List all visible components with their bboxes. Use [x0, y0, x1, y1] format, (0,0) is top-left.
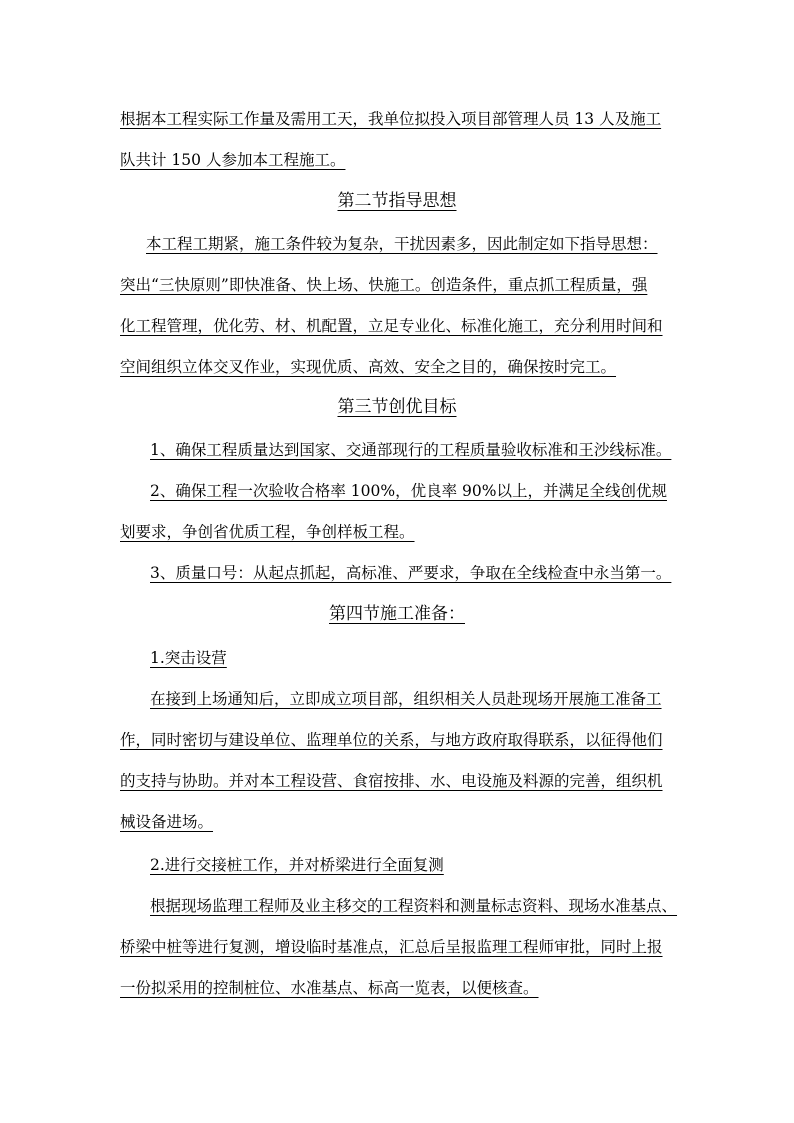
- section-4-item-1-line-2: 作，同时密切与建设单位、监理单位的关系，与地方政府取得联系，以征得他们: [120, 731, 663, 749]
- section-4-item-2-title: 2.进行交接桩工作，并对桥梁进行全面复测: [150, 856, 444, 874]
- section-2-line-2: 突出“三快原则”即快准备、快上场、快施工。创造条件，重点抓工程质量，强: [120, 276, 648, 294]
- section-2-heading: 第二节指导思想: [337, 191, 457, 211]
- section-4-item-1-line-3: 的支持与协助。并对本工程设营、食宿按排、水、电设施及料源的完善，组织机: [120, 772, 663, 790]
- section-2-line-3: 化工程管理，优化劳、材、机配置，立足专业化、标准化施工，充分利用时间和: [120, 317, 663, 335]
- intro-line-2: 队共计 150 人参加本工程施工。: [120, 151, 346, 169]
- section-3-line-3: 划要求，争创省优质工程，争创样板工程。: [120, 523, 415, 541]
- section-4-item-1-title: [120, 648, 227, 668]
- section-2-line-4: 空间组织立体交叉作业，实现优质、高效、安全之目的，确保按时完工。: [120, 358, 617, 376]
- section-3-heading: 第三节创优目标: [337, 397, 457, 417]
- section-3-line-4: 3、质量口号：从起点抓起，高标准、严要求，争取在全线检查中永当第一。: [150, 564, 672, 582]
- section-4-item-2-line-1: 根据现场监理工程师及业主移交的工程资料和测量标志资料、现场水准基点、: [150, 897, 678, 915]
- section-4-item-1-line-4: 械设备进场。: [120, 813, 214, 831]
- section-2-line-1: 本工程工期紧，施工条件较为复杂，干扰因素多，因此制定如下指导思想：: [146, 235, 658, 253]
- intro-line-1: 根据本工程实际工作量及需用工天，我单位拟投入项目部管理人员 13 人及施工: [120, 110, 662, 128]
- section-4-heading: 第四节施工准备：: [329, 604, 465, 624]
- section-3-line-2: 2、确保工程一次验收合格率 100%，优良率 90%以上，并满足全线创优规: [150, 482, 667, 500]
- section-4-item-2-line-2: 桥梁中桩等进行复测，增设临时基准点，汇总后呈报监理工程师审批，同时上报: [120, 938, 663, 956]
- section-3-line-1: 1、确保工程质量达到国家、交通部现行的工程质量验收标准和王沙线标准。: [150, 441, 672, 459]
- section-4-item-2-line-3: 一份拟采用的控制桩位、水准基点、标高一览表，以便核查。: [120, 979, 539, 997]
- section-4-item-1-line-1: 在接到上场通知后，立即成立项目部，组织相关人员赴现场开展施工准备工: [150, 690, 662, 708]
- section-4-item-1-title-text: 1.突击设营: [150, 649, 227, 667]
